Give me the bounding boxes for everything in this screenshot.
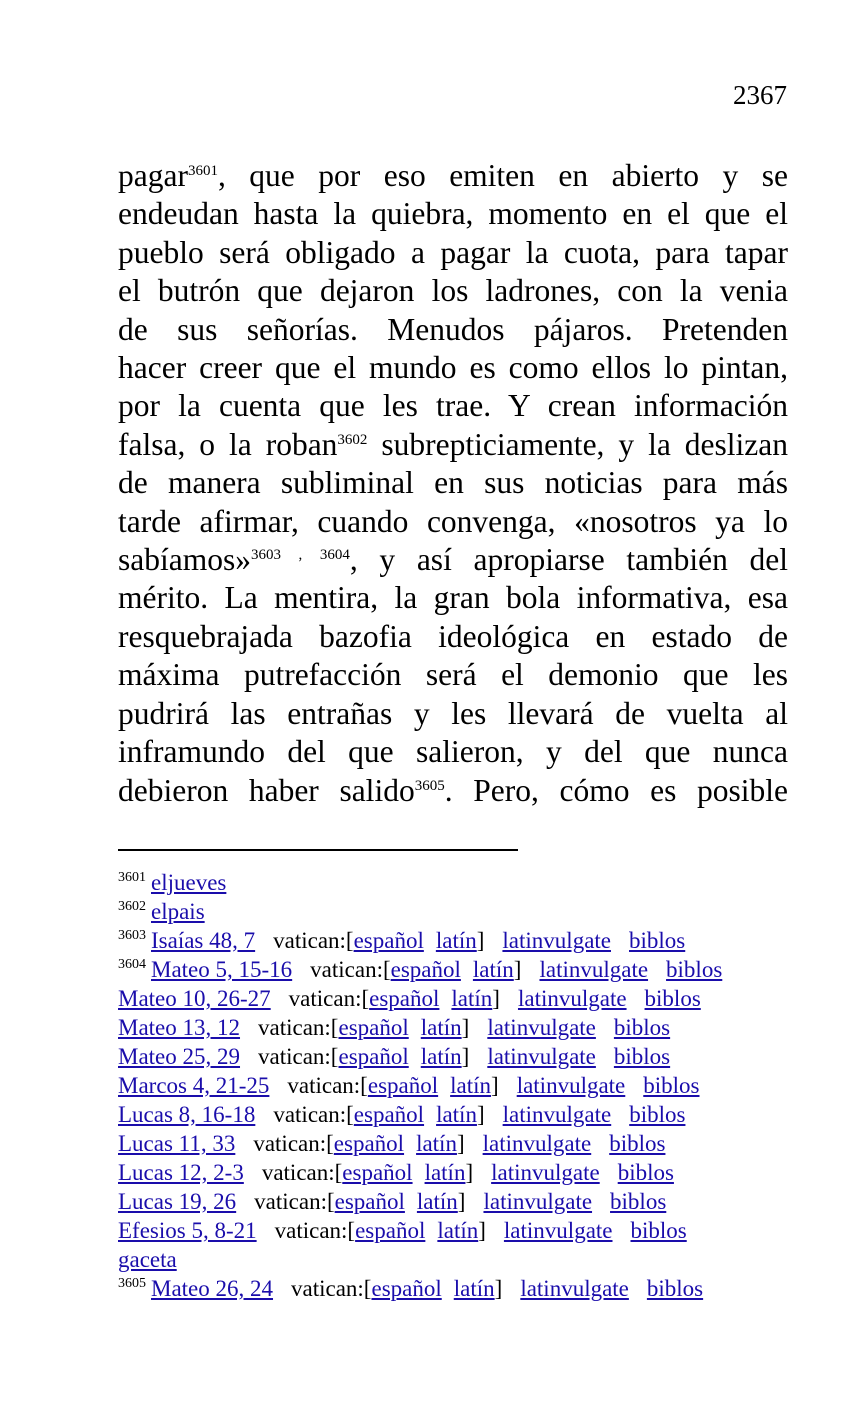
bracket: ]	[461, 1044, 470, 1069]
bracket: ]	[457, 1189, 466, 1214]
espanol-link[interactable]: español	[353, 1102, 425, 1127]
latin-link[interactable]: latín	[424, 1160, 466, 1185]
espanol-link[interactable]: español	[342, 1160, 413, 1185]
latin-link[interactable]: latín	[416, 1131, 457, 1156]
footnote-3603	[118, 926, 818, 955]
footnote-line	[118, 1100, 818, 1129]
body-line: de sus señorías. Menudos pájaros. Pretenden	[118, 311, 788, 347]
footnote-line	[118, 1245, 818, 1274]
vatican-label: vatican:[	[258, 1015, 339, 1040]
latin-link[interactable]: latín	[436, 1102, 477, 1127]
latinvulgate-link[interactable]: latinvulgate	[482, 1131, 592, 1156]
body-line: resquebrajada bazofia ideológica en estado de	[118, 618, 788, 654]
bible-ref-link[interactable]: Mateo 25, 29	[118, 1044, 241, 1069]
footnote-number: 3604	[118, 956, 146, 972]
latinvulgate-link[interactable]: latinvulgate	[483, 1189, 593, 1214]
biblos-link[interactable]: biblos	[617, 1160, 674, 1185]
eljueves-link[interactable]: eljueves	[151, 870, 227, 895]
latinvulgate-link[interactable]: latinvulgate	[491, 1160, 600, 1185]
latin-link[interactable]: latín	[472, 957, 514, 982]
bracket: ]	[465, 1160, 474, 1185]
bible-ref-link[interactable]: Mateo 10, 26-27	[118, 986, 271, 1011]
body-line: por la cuenta que les trae. Y crean información	[118, 388, 788, 424]
body-line: pudrirá las entrañas y les llevará de vuelta al	[118, 695, 788, 731]
vatican-label: vatican:[	[291, 1276, 372, 1301]
body-line: el butrón que dejaron los ladrones, con la venia	[118, 273, 788, 309]
latinvulgate-link[interactable]: latinvulgate	[503, 1218, 613, 1243]
latinvulgate-link[interactable]: latinvulgate	[502, 1102, 612, 1127]
footnote-line	[118, 1042, 818, 1071]
espanol-link[interactable]: español	[333, 1131, 405, 1156]
vatican-label: vatican:[	[261, 1160, 343, 1185]
espanol-link[interactable]: español	[334, 1189, 405, 1214]
bible-ref-link[interactable]: Isaías 48, 7	[151, 928, 256, 953]
biblos-link[interactable]: biblos	[610, 1189, 667, 1214]
vatican-label: vatican:[	[310, 957, 391, 982]
espanol-link[interactable]: español	[367, 1073, 439, 1098]
latin-link[interactable]: latín	[416, 1189, 458, 1214]
bracket: ]	[461, 1015, 470, 1040]
footnote-number: 3605	[118, 1275, 146, 1291]
body-line: inframundo del que salieron, y del que nunca	[118, 734, 788, 770]
espanol-link[interactable]: español	[371, 1276, 442, 1301]
footnote-3604	[118, 955, 818, 1274]
bracket: ]	[491, 1073, 499, 1098]
footnote-ref-3603-3604[interactable]: 3603 , 3604	[250, 546, 350, 563]
latin-link[interactable]: latín	[450, 1073, 492, 1098]
vatican-label: vatican:[	[288, 986, 370, 1011]
vatican-label: vatican:[	[287, 1073, 368, 1098]
body-line: mérito. La mentira, la gran bola informativa, esa	[118, 580, 788, 616]
biblos-link[interactable]: biblos	[613, 1015, 671, 1040]
bible-ref-link[interactable]: Efesios 5, 8-21	[118, 1218, 257, 1243]
footnote-ref-3601[interactable]: 3601	[187, 162, 218, 179]
biblos-link[interactable]: biblos	[644, 986, 701, 1011]
footnote-number: 3602	[118, 898, 146, 914]
latinvulgate-link[interactable]: latinvulgate	[517, 986, 627, 1011]
body-line: endeudan hasta la quiebra, momento en el que el	[118, 196, 788, 232]
latinvulgate-link[interactable]: latinvulgate	[516, 1073, 626, 1098]
footnotes	[118, 868, 818, 1303]
biblos-link[interactable]: biblos	[666, 957, 723, 982]
bible-ref-link[interactable]: Lucas 8, 16-18	[118, 1102, 256, 1127]
vatican-label: vatican:[	[258, 1044, 339, 1069]
latin-link[interactable]: latín	[435, 928, 477, 953]
body-line: de manera subliminal en sus noticias para más	[118, 465, 788, 501]
biblos-link[interactable]: biblos	[609, 1131, 666, 1156]
biblos-link[interactable]: biblos	[630, 1218, 687, 1243]
latin-link[interactable]: latín	[451, 986, 493, 1011]
espanol-link[interactable]: español	[355, 1218, 426, 1243]
vatican-label: vatican:[	[253, 1131, 334, 1156]
footnote-ref-3605[interactable]: 3605	[414, 777, 445, 794]
vatican-label: vatican:[	[273, 928, 354, 953]
body-line: falsa, o la roban$^{3602}$ subrepticiamente, y la deslizan	[118, 426, 788, 462]
footnote-line	[118, 1129, 818, 1158]
vatican-label: vatican:[	[254, 1189, 335, 1214]
espanol-link[interactable]: español	[338, 1015, 409, 1040]
footnote-3605	[118, 1274, 818, 1303]
bracket: ]	[476, 1102, 485, 1127]
biblos-link[interactable]: biblos	[643, 1073, 700, 1098]
espanol-link[interactable]: español	[390, 957, 461, 982]
bracket: ]	[494, 1276, 503, 1301]
footnote-3602	[118, 897, 818, 926]
body-line: pueblo será obligado a pagar la cuota, para tapar	[118, 234, 788, 270]
body-line: debieron haber salido$^{3605}$. Pero, cómo es posible	[118, 772, 788, 808]
espanol-link[interactable]: español	[353, 928, 424, 953]
bible-ref-link[interactable]: Mateo 13, 12	[118, 1015, 241, 1040]
bible-ref-link[interactable]: Lucas 12, 2-3	[118, 1160, 244, 1185]
body-line: tarde afirmar, cuando convenga, «nosotros ya lo	[118, 503, 788, 539]
latinvulgate-link[interactable]: latinvulgate	[539, 957, 649, 982]
footnote-number: 3603	[118, 927, 146, 943]
footnote-line	[118, 1187, 818, 1216]
footnote-line	[118, 984, 818, 1013]
bible-ref-link[interactable]: Lucas 19, 26	[118, 1189, 237, 1214]
footnote-line	[118, 955, 818, 984]
biblos-link[interactable]: biblos	[613, 1044, 671, 1069]
footnote-ref-3602[interactable]: 3602	[337, 431, 368, 448]
latin-link[interactable]: latín	[420, 1015, 462, 1040]
espanol-link[interactable]: español	[369, 986, 440, 1011]
biblos-link[interactable]: biblos	[629, 928, 686, 953]
vatican-label: vatican:[	[273, 1102, 354, 1127]
body-line: sabíamos»$^{3603 , 3604}$, y así apropiarse también del	[118, 542, 788, 578]
gaceta-link[interactable]: gaceta	[118, 1247, 177, 1272]
latin-link[interactable]: latín	[437, 1218, 479, 1243]
footnote-number: 3601	[118, 869, 146, 885]
page-number: 2367	[733, 80, 787, 110]
latinvulgate-link[interactable]: latinvulgate	[520, 1276, 629, 1301]
bible-ref-link[interactable]: Mateo 5, 15-16	[151, 957, 293, 982]
footnote-line	[118, 1071, 818, 1100]
footnote-3601	[118, 868, 818, 897]
body-text	[118, 157, 788, 810]
latinvulgate-link[interactable]: latinvulgate	[487, 1044, 596, 1069]
bible-ref-link[interactable]: Marcos 4, 21-25	[118, 1073, 270, 1098]
biblos-link[interactable]: biblos	[646, 1276, 704, 1301]
bracket: ]	[513, 957, 522, 982]
body-line: hacer creer que el mundo es como ellos lo pintan,	[118, 350, 788, 386]
bible-ref-link[interactable]: Lucas 11, 33	[118, 1131, 236, 1156]
bracket: ]	[492, 986, 500, 1011]
vatican-label: vatican:[	[274, 1218, 356, 1243]
footnote-line	[118, 1013, 818, 1042]
footnote-separator	[118, 849, 518, 851]
elpais-link[interactable]: elpais	[151, 899, 205, 924]
footnote-line	[118, 1216, 818, 1245]
latinvulgate-link[interactable]: latinvulgate	[502, 928, 611, 953]
body-line: pagar$^{3601}$, que por eso emiten en abierto y se	[118, 158, 788, 193]
latin-link[interactable]: latín	[420, 1044, 462, 1069]
latin-link[interactable]: latín	[453, 1276, 495, 1301]
bracket: ]	[456, 1131, 465, 1156]
bible-ref-link[interactable]: Mateo 26, 24	[151, 1276, 274, 1301]
body-line: máxima putrefacción será el demonio que les	[118, 657, 788, 693]
bracket: ]	[478, 1218, 486, 1243]
bracket: ]	[476, 928, 485, 953]
footnote-line	[118, 1158, 818, 1187]
biblos-link[interactable]: biblos	[629, 1102, 686, 1127]
espanol-link[interactable]: español	[338, 1044, 409, 1069]
latinvulgate-link[interactable]: latinvulgate	[487, 1015, 596, 1040]
